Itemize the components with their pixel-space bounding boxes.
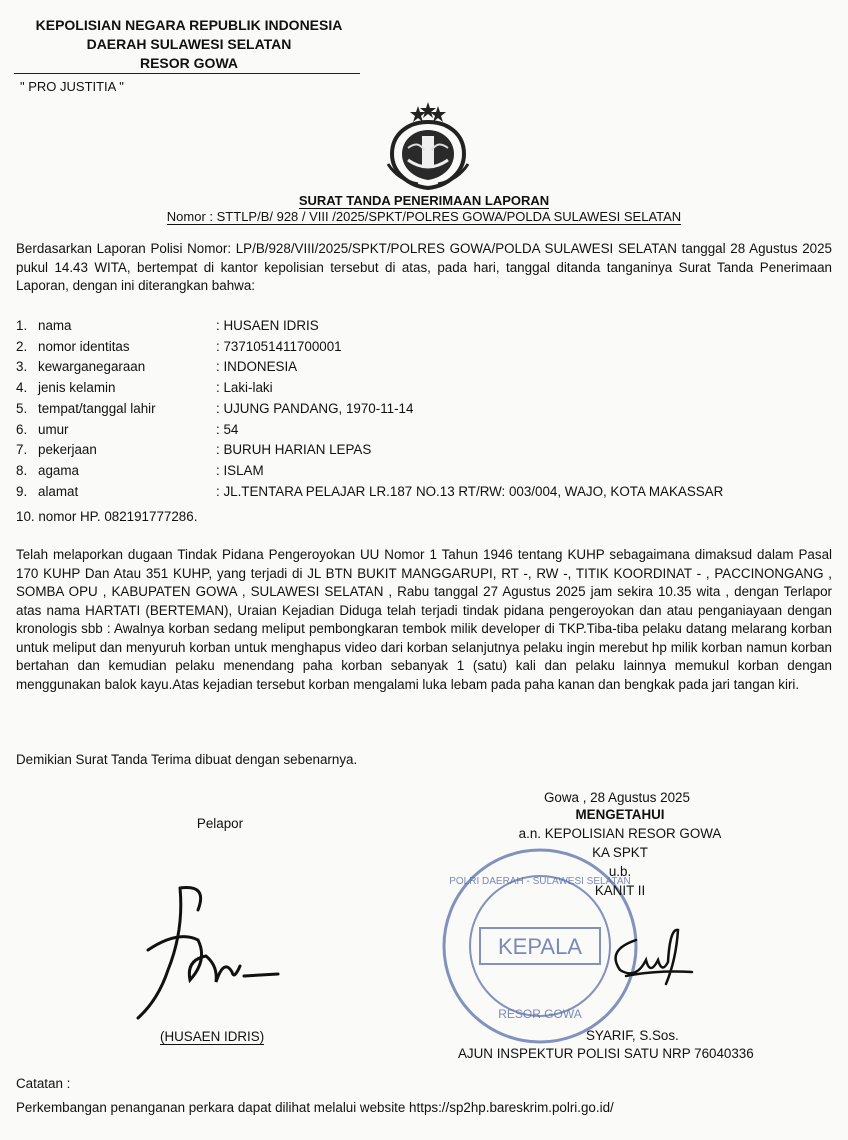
field-row-phone: 10. nomor HP. 082191777286.	[16, 509, 198, 524]
kanit-line: KANIT II	[594, 883, 646, 898]
header-resort: RESOR GOWA	[139, 55, 238, 71]
note-text: Perkembangan penanganan perkara dapat dilihat melalui website https://sp2hp.bareskrim.polri.go.id/	[16, 1100, 614, 1115]
reporter-signature	[128, 870, 288, 1030]
stamp-top-text: POLRI DAERAH - SULAWESI SELATAN	[449, 876, 631, 887]
ub-line: u.b.	[608, 864, 632, 879]
header-region: DAERAH SULAWESI SELATAN	[86, 36, 292, 52]
field-row: 9. alamat : JL.TENTARA PELAJAR LR.187 NO.13 RT/RW: 003/004, WAJO, KOTA MAKASSAR	[16, 484, 724, 499]
police-emblem-icon	[378, 100, 478, 190]
field-row: 3. kewarganegaraan : INDONESIA	[16, 359, 298, 374]
on-behalf-line: a.n. KEPOLISIAN RESOR GOWA	[518, 826, 722, 841]
officer-rank: AJUN INSPEKTUR POLISI SATU NRP 76040336	[458, 1046, 754, 1061]
stamp-center-text: KEPALA	[498, 934, 582, 959]
field-row: 1. nama : HUSAEN IDRIS	[16, 318, 319, 333]
ka-spkt-line: KA SPKT	[592, 845, 648, 860]
officer-name: SYARIF, S.Sos.	[586, 1028, 679, 1043]
header-institution: KEPOLISIAN NEGARA REPUBLIK INDONESIA	[35, 17, 343, 33]
document-number: Nomor : STTLP/B/ 928 / VIII /2025/SPKT/POLRES GOWA/POLDA SULAWESI SELATAN	[166, 209, 682, 224]
place-date: Gowa , 28 Agustus 2025	[544, 790, 690, 805]
field-row: 8. agama : ISLAM	[16, 463, 264, 478]
header-divider	[14, 73, 360, 74]
reporter-name: (HUSAEN IDRIS)	[160, 1029, 265, 1044]
pro-justitia-label: " PRO JUSTITIA "	[20, 79, 124, 94]
field-row: 7. pekerjaan : BURUH HARIAN LEPAS	[16, 442, 372, 457]
officer-signature	[596, 920, 706, 1000]
document-title: SURAT TANDA PENERIMAAN LAPORAN	[298, 193, 550, 208]
field-row: 4. jenis kelamin : Laki-laki	[16, 380, 273, 395]
report-paragraph: Telah melaporkan dugaan Tindak Pidana Pengeroyokan UU Nomor 1 Tahun 1946 tentang KUHP sebagaimana dimaksud dalam Pasal 170 KUHP Dan Atau 351 KUHP, yang terjadi di JL BTN BUKIT MANGGARUPI, RT -, RW -, TITIK KOORDINAT - , PACCINONGANG , SOMBA OPU , KABUPATEN GOWA , SULAWESI SELATAN , Rabu tanggal 27 Agustus 2025 jam sekira 10.35 wita , dengan Terlapor atas nama HARTATI (BERTEMAN), Uraian Kejadian Diduga telah terjadi tindak pidana pengeroyokan dan atau penganiayaan dengan kronologis sbb : Awalnya korban sedang meliput pembongkaran tembok milik developer di TKP.Tiba-tiba pelaku datang melarang korban untuk meliput dan menyuruh korban untuk menghapus video dari korban selanjutnya pelaku ingin merebut hp milik korban namun korban bertahan dan kemudian pelaku menendang paha korban sebanyak 1 (satu) kali dan pelaku lainnya memukul korban dengan menggunakan balok kayu.Atas kejadian tersebut korban mengalami luka lebam pada paha kanan dan bengkak pada jari tangan kiri.	[16, 547, 832, 692]
stamp-bottom-text: RESOR GOWA	[498, 1007, 582, 1021]
field-row: 5. tempat/tanggal lahir : UJUNG PANDANG, 1970-11-14	[16, 401, 414, 416]
field-row: 2. nomor identitas : 7371051411700001	[16, 339, 342, 354]
note-label: Catatan :	[16, 1076, 71, 1091]
acknowledge-label: MENGETAHUI	[575, 807, 665, 822]
reporter-role: Pelapor	[196, 816, 244, 831]
field-row: 6. umur : 54	[16, 422, 239, 437]
intro-paragraph: Berdasarkan Laporan Polisi Nomor: LP/B/928/VIII/2025/SPKT/POLRES GOWA/POLDA SULAWESI SELATAN tanggal 28 Agustus 2025 pukul 14.43 WITA, bertempat di kantor kepolisian tersebut di atas, pada hari, tanggal ditanda tanganinya Surat Tanda Penerimaan Laporan, dengan ini diterangkan bahwa:	[16, 241, 832, 293]
closing-statement: Demikian Surat Tanda Terima dibuat dengan sebenarnya.	[16, 752, 358, 767]
